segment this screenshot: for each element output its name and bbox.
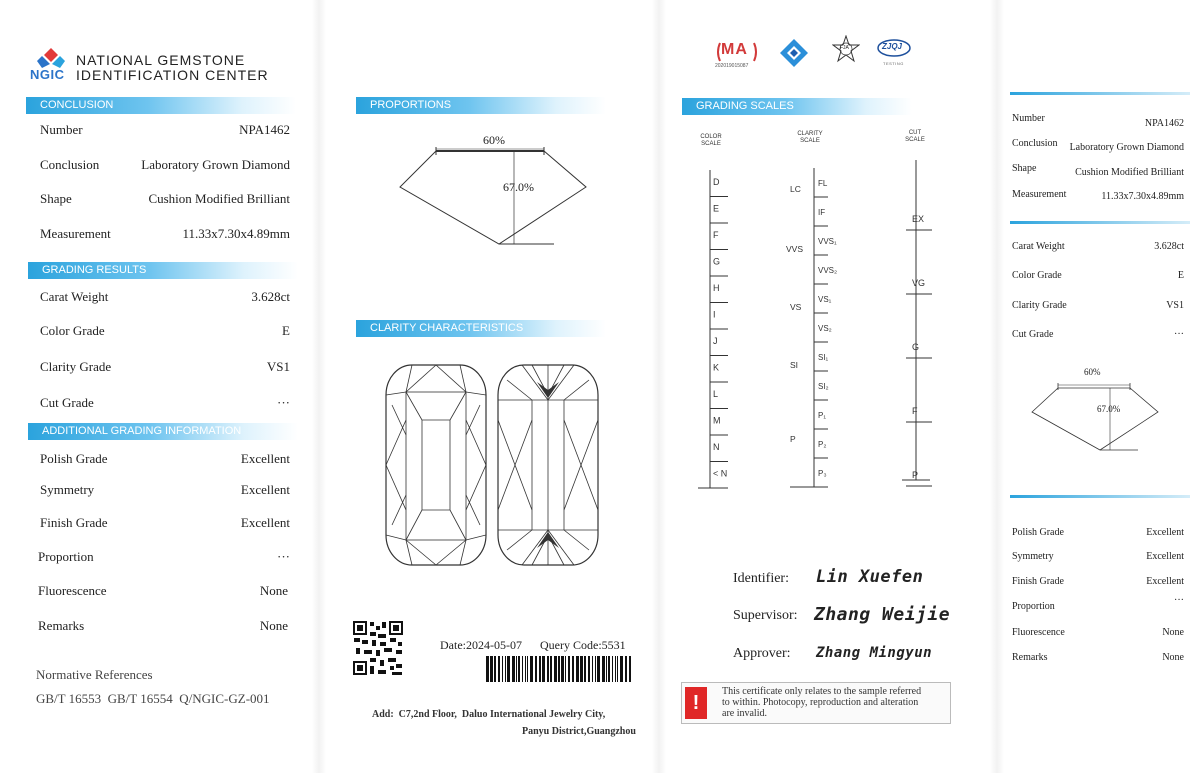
barcode-bar [565, 656, 566, 682]
clarity-group-label: SI [790, 360, 799, 370]
clarity-grade-label: SI₂ [818, 382, 829, 391]
org-name-line1: NATIONAL GEMSTONE [76, 52, 246, 68]
barcode-bar [516, 656, 517, 682]
clarity-grade-label: VVS₁ [818, 237, 837, 246]
color-grade-label: D [713, 177, 720, 187]
barcode-bar [527, 656, 528, 682]
cut-grade-label: P [912, 470, 919, 480]
row-label: Fluorescence [38, 583, 107, 598]
barcode-bar [629, 656, 631, 682]
barcode-bar [512, 656, 515, 682]
cma-badge-text: MA [721, 41, 748, 58]
row-label: Proportion [38, 549, 94, 564]
row-label: Shape [40, 191, 72, 206]
barcode-bar [615, 656, 616, 682]
clarity-group-label: P [790, 434, 796, 444]
row-value: 3.628ct [1154, 241, 1184, 252]
color-grade-label: M [713, 415, 721, 426]
ngic-logo-icon [36, 47, 66, 69]
row-value: ··· [277, 549, 290, 564]
normative-title: Normative References [36, 667, 153, 682]
barcode-icon [486, 656, 632, 682]
query-code: Query Code:5531 [540, 638, 626, 652]
row-value: 11.33x7.30x4.89mm [182, 226, 290, 241]
color-grade-label: < N [713, 468, 728, 479]
ngic-logo-text: NGIC [30, 67, 65, 82]
barcode-bar [498, 656, 500, 682]
row-label: Finish Grade [40, 515, 108, 530]
row-value: Excellent [240, 515, 290, 530]
row-label: Cut Grade [40, 395, 94, 410]
clarity-grade-label: VS₁ [818, 295, 832, 304]
color-grade-label: J [713, 336, 718, 346]
row-value: VS1 [266, 359, 290, 374]
barcode-bar [606, 656, 607, 682]
barcode-bar [486, 656, 489, 682]
row-value: E [282, 323, 290, 338]
clarity-grade-label: VS₂ [818, 324, 832, 333]
identifier-label: Identifier: [733, 571, 789, 586]
color-grade-label: H [713, 283, 720, 293]
conclusion-header: CONCLUSION [26, 97, 296, 114]
barcode-bar [507, 656, 510, 682]
barcode-bar [535, 656, 537, 682]
row-label: Symmetry [40, 482, 95, 497]
additional-header: ADDITIONAL GRADING INFORMATION [28, 423, 298, 440]
row-label: Conclusion [40, 157, 100, 172]
row-label: Measurement [40, 226, 111, 241]
row-label: Symmetry [1012, 551, 1054, 562]
row-value: 11.33x7.30x4.89mm [1101, 191, 1184, 202]
clarity-grade-label: FL [818, 179, 828, 188]
clarity-grade-label: P₂ [818, 440, 827, 449]
row-value: VS1 [1166, 300, 1184, 311]
stub-divider [1010, 92, 1190, 95]
supervisor-label: Supervisor: [733, 608, 798, 623]
notice-line: This certificate only relates to the sample referred [722, 686, 922, 697]
grading-scales-chart [690, 160, 940, 490]
testing-text: TESTING [883, 61, 904, 66]
identifier-signature: Lin Xuefen [816, 567, 924, 587]
row-value: Cushion Modified Brilliant [148, 191, 290, 206]
grading-scales-header: GRADING SCALES [682, 98, 912, 115]
clarity-group-label: LC [790, 184, 801, 194]
barcode-bar [547, 656, 549, 682]
barcode-bar [572, 656, 574, 682]
notice-text [722, 686, 921, 719]
row-value: ··· [277, 395, 290, 410]
clarity-scale-heading: CLARITY SCALE [797, 131, 823, 144]
cma-number: 202019015087 [715, 63, 749, 69]
row-label: Polish Grade [40, 451, 108, 466]
clarity-grade-label: SI₁ [818, 353, 829, 362]
cut-grade-label: VG [912, 278, 926, 288]
barcode-bar [625, 656, 627, 682]
supervisor-signature: Zhang Weijie [814, 604, 951, 625]
barcode-bar [602, 656, 605, 682]
page-fold [312, 0, 326, 773]
clarity-group-label: VVS [786, 244, 804, 254]
zjqj-text: ZJQJ [882, 42, 903, 51]
org-name-line2: IDENTIFICATION CENTER [76, 67, 269, 83]
approver-label: Approver: [733, 646, 791, 661]
cut-grade-label: F [912, 406, 918, 416]
row-label: Cut Grade [1012, 329, 1054, 340]
stub-proportions-diagram [1030, 376, 1180, 454]
barcode-bar [502, 656, 503, 682]
cut-scale-heading: CUT SCALE [905, 130, 925, 143]
barcode-bar [617, 656, 618, 682]
row-value: None [1162, 652, 1184, 663]
barcode-bar [490, 656, 493, 682]
qr-code-icon [352, 620, 404, 676]
clarity-group-label: VS [790, 302, 802, 312]
barcode-bar [554, 656, 557, 682]
row-label: Carat Weight [40, 289, 109, 304]
row-value: Excellent [240, 482, 290, 497]
table-percent: 60% [483, 133, 505, 147]
row-label: Color Grade [1012, 270, 1062, 281]
barcode-bar [522, 656, 523, 682]
warning-icon: ! [685, 687, 707, 719]
page-fold [990, 0, 1004, 773]
barcode-bar [595, 656, 596, 682]
notice-line: to within. Photocopy, reproduction and alteration [722, 697, 919, 708]
color-scale-heading: COLOR SCALE [700, 134, 722, 147]
stub-divider [1010, 221, 1190, 224]
depth-percent: 67.0% [503, 180, 534, 194]
barcode-bar [558, 656, 560, 682]
barcode-bar [580, 656, 583, 682]
proportions-header: PROPORTIONS [356, 97, 606, 114]
row-value: NPA1462 [239, 122, 290, 137]
row-value: E [1177, 270, 1184, 281]
row-label: Proportion [1012, 601, 1055, 612]
barcode-bar [588, 656, 590, 682]
page-fold [652, 0, 666, 773]
row-value: Excellent [1146, 576, 1184, 587]
row-value: None [1162, 627, 1184, 638]
issue-date: Date:2024-05-07 [440, 638, 522, 652]
clarity-grade-label: IF [818, 208, 826, 217]
fja-text: FJA [840, 45, 849, 51]
row-label: Remarks [1012, 652, 1048, 663]
ngic-diamond-logo-icon [779, 38, 809, 68]
stub-table-percent: 60% [1084, 367, 1101, 377]
color-grade-label: E [713, 203, 720, 214]
color-grade-label: L [713, 389, 719, 399]
row-label: Polish Grade [1012, 527, 1064, 538]
clarity-characteristics-header: CLARITY CHARACTERISTICS [356, 320, 606, 337]
approver-signature: Zhang Mingyun [816, 645, 933, 661]
barcode-bar [568, 656, 570, 682]
clarity-grade-label: P₃ [818, 469, 827, 478]
row-label: Color Grade [40, 323, 105, 338]
barcode-bar [584, 656, 586, 682]
row-value: Excellent [1146, 551, 1184, 562]
color-grade-label: N [713, 442, 720, 452]
barcode-bar [608, 656, 610, 682]
row-value: Excellent [240, 451, 290, 466]
barcode-bar [525, 656, 526, 682]
barcode-bar [592, 656, 593, 682]
row-value: None [259, 618, 288, 633]
address-line1: Add: C7,2nd Floor, Daluo International Jewelry City, [372, 709, 606, 720]
row-label: Fluorescence [1012, 627, 1065, 638]
stub-depth-percent: 67.0% [1097, 404, 1121, 414]
barcode-bar [518, 656, 520, 682]
row-label: Clarity Grade [40, 359, 112, 374]
color-grade-label: G [713, 256, 721, 267]
barcode-bar [505, 656, 506, 682]
normative-refs: GB/T 16553 GB/T 16554 Q/NGIC-GZ-001 [36, 691, 270, 706]
clarity-grade-label: VVS₂ [818, 266, 838, 275]
row-value: Laboratory Grown Diamond [1069, 142, 1184, 153]
row-label: Number [1012, 113, 1045, 124]
row-label: Measurement [1012, 189, 1067, 200]
cut-grade-label: EX [912, 214, 925, 224]
row-value: ··· [1174, 329, 1184, 340]
barcode-bar [542, 656, 545, 682]
color-grade-label: F [713, 230, 719, 240]
clarity-grade-label: P₁ [818, 411, 827, 420]
barcode-bar [539, 656, 541, 682]
row-label: Clarity Grade [1012, 300, 1067, 311]
row-value: ··· [1174, 595, 1184, 606]
barcode-bar [612, 656, 613, 682]
color-grade-label: I [713, 309, 716, 320]
row-label: Carat Weight [1012, 241, 1065, 252]
row-value: None [259, 583, 288, 598]
row-label: Finish Grade [1012, 576, 1064, 587]
row-label: Remarks [38, 618, 85, 633]
barcode-bar [597, 656, 600, 682]
barcode-bar [561, 656, 564, 682]
address-line2: Panyu District,Guangzhou [522, 726, 636, 737]
barcode-bar [494, 656, 496, 682]
grading-results-header: GRADING RESULTS [28, 262, 298, 279]
stub-divider [1010, 495, 1190, 498]
notice-line: are invalid. [722, 708, 767, 719]
row-label: Number [40, 122, 83, 137]
row-label: Shape [1012, 163, 1037, 174]
cut-grade-label: G [912, 342, 920, 352]
row-value: Laboratory Grown Diamond [141, 157, 290, 172]
barcode-bar [576, 656, 579, 682]
barcode-bar [550, 656, 552, 682]
row-value: Excellent [1146, 527, 1184, 538]
clarity-plot-diagram [382, 360, 604, 570]
row-value: NPA1462 [1144, 118, 1184, 129]
color-grade-label: K [713, 362, 720, 373]
notice-box [681, 682, 951, 724]
row-label: Conclusion [1012, 138, 1058, 149]
barcode-bar [530, 656, 533, 682]
barcode-bar [620, 656, 623, 682]
row-value: Cushion Modified Brilliant [1075, 167, 1184, 178]
row-value: 3.628ct [251, 289, 290, 304]
